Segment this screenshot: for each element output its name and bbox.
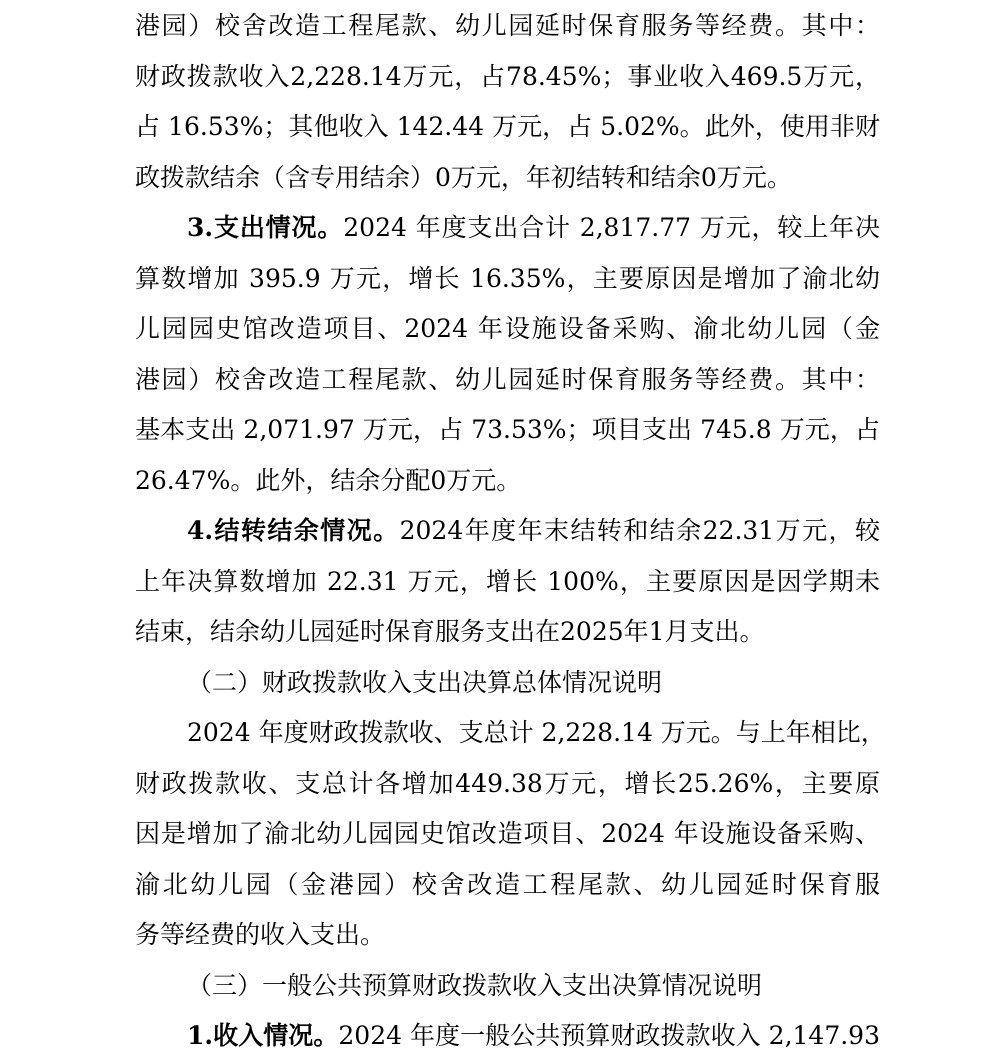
- text-line: [187, 1013, 880, 1059]
- text-line: [187, 205, 880, 251]
- text-line: 政拨款结余（含专用结余）0万元，年初结转和结余0万元。: [135, 163, 792, 192]
- text-line: 算数增加 395.9 万元，增长 16.35%，主要原因是增加了渝北幼: [135, 264, 880, 293]
- text-line: 儿园园史馆改造项目、2024 年设施设备采购、渝北幼儿园（金: [135, 314, 880, 343]
- section-heading: （三）一般公共预算财政拨款收入支出决算情况说明: [187, 971, 763, 1000]
- text-line: 结束，结余幼儿园延时保育服务支出在2025年1月支出。: [135, 617, 765, 646]
- text-line: 2024 年度财政拨款收、支总计 2,228.14 万元。与上年相比，: [187, 718, 886, 747]
- section-heading: （二）财政拨款收入支出决算总体情况说明: [187, 668, 663, 697]
- text-line: 港园）校舍改造工程尾款、幼儿园延时保育服务等经费。其中：: [135, 11, 880, 40]
- section-lead-carryover: 4.结转结余情况。: [187, 516, 400, 545]
- text-line: 占 16.53%；其他收入 142.44 万元，占 5.02%。此外，使用非财: [135, 112, 880, 141]
- text-line: 26.47%。此外，结余分配0万元。: [135, 466, 522, 495]
- text-line: 渝北幼儿园（金港园）校舍改造工程尾款、幼儿园延时保育服: [135, 870, 880, 899]
- text-line: 财政拨款收、支总计各增加449.38万元，增长25.26%，主要原: [135, 769, 880, 798]
- text-run: 2024 年度一般公共预算财政拨款收入 2,147.93: [338, 1021, 880, 1050]
- text-run: 2024 年度支出合计 2,817.77 万元，较上年决: [343, 213, 880, 242]
- section-lead-expenditure: 3.支出情况。: [187, 213, 344, 242]
- text-line: 务等经费的收入支出。: [135, 920, 386, 949]
- text-line: 因是增加了渝北幼儿园园史馆改造项目、2024 年设施设备采购、: [135, 819, 880, 848]
- section-lead-income: 1.收入情况。: [187, 1021, 339, 1050]
- text-line: 上年决算数增加 22.31 万元，增长 100%，主要原因是因学期未: [135, 567, 880, 596]
- text-line: [187, 508, 880, 554]
- text-line: 港园）校舍改造工程尾款、幼儿园延时保育服务等经费。其中：: [135, 365, 880, 394]
- text-line: 基本支出 2,071.97 万元，占 73.53%；项目支出 745.8 万元，占: [135, 415, 880, 444]
- text-line: 财政拨款收入2,228.14万元，占78.45%；事业收入469.5万元，: [135, 62, 880, 91]
- text-run: 2024年度年末结转和结余22.31万元，较: [399, 516, 880, 545]
